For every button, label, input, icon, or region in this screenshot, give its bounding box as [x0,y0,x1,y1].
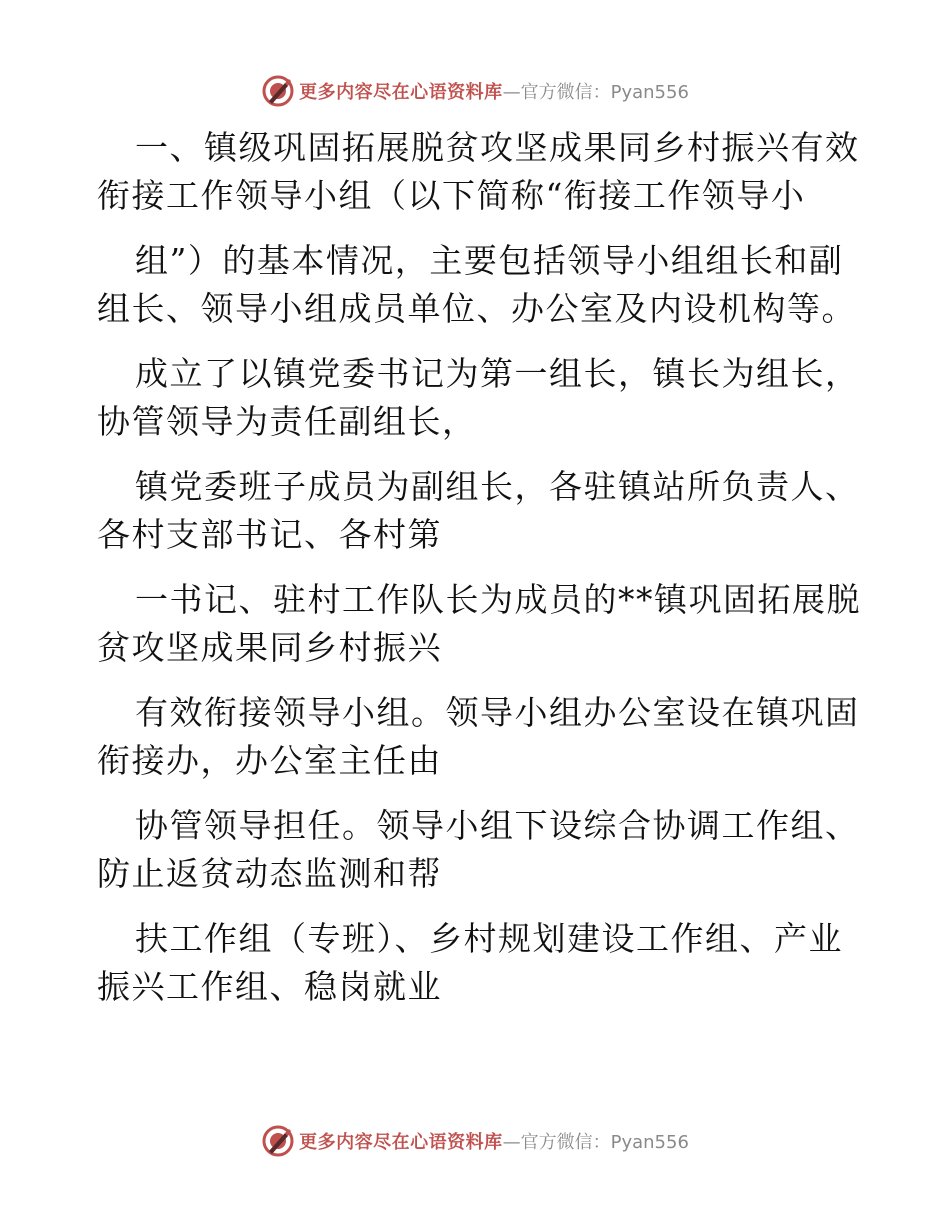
paragraph-line: 组”）的基本情况，主要包括领导小组组长和副 [135,241,844,280]
banner-wechat-id: —官方微信：Pyan556 [502,1132,689,1153]
paragraph-line: 镇党委班子成员为副组长，各驻镇站所负责人、 [135,467,860,506]
paragraph-line: 一书记、驻村工作队长为成员的**镇巩固拓展脱 [135,580,861,619]
paragraph-line: 协管领导为责任副组长， [97,402,477,441]
pen-seal-logo-icon [261,74,295,108]
paragraph-line: 扶工作组（专班）、乡村规划建设工作组、产业 [135,919,843,958]
banner-site-name: 更多内容尽在心语资料库 [299,1132,503,1153]
paragraph-line: 贫攻坚成果同乡村振兴 [97,628,442,667]
banner-wechat-id: —官方微信：Pyan556 [502,82,689,103]
paragraph-line: 组长、领导小组成员单位、办公室及内设机构等。 [97,289,856,328]
document-body [97,124,867,1011]
paragraph-line: 成立了以镇党委书记为第一组长，镇长为组长， [135,354,860,393]
pen-seal-logo-icon [261,1124,295,1158]
paragraph-line: 协管领导担任。领导小组下设综合协调工作组、 [135,806,860,845]
footer-banner [0,1121,950,1161]
paragraph-line: 一、镇级巩固拓展脱贫攻坚成果同乡村振兴有效 [135,128,860,167]
banner-site-name: 更多内容尽在心语资料库 [299,82,503,103]
paragraph-line: 各村支部书记、各村第 [97,515,442,554]
paragraph-line: 衔接办，办公室主任由 [97,741,442,780]
paragraph-line: 有效衔接领导小组。领导小组办公室设在镇巩固 [135,693,860,732]
paragraph-line: 振兴工作组、稳岗就业 [97,967,442,1006]
paragraph-line: 衔接工作领导小组（以下简称“衔接工作领导小 [97,176,806,215]
paragraph-line: 防止返贫动态监测和帮 [97,854,442,893]
header-banner [0,71,950,111]
